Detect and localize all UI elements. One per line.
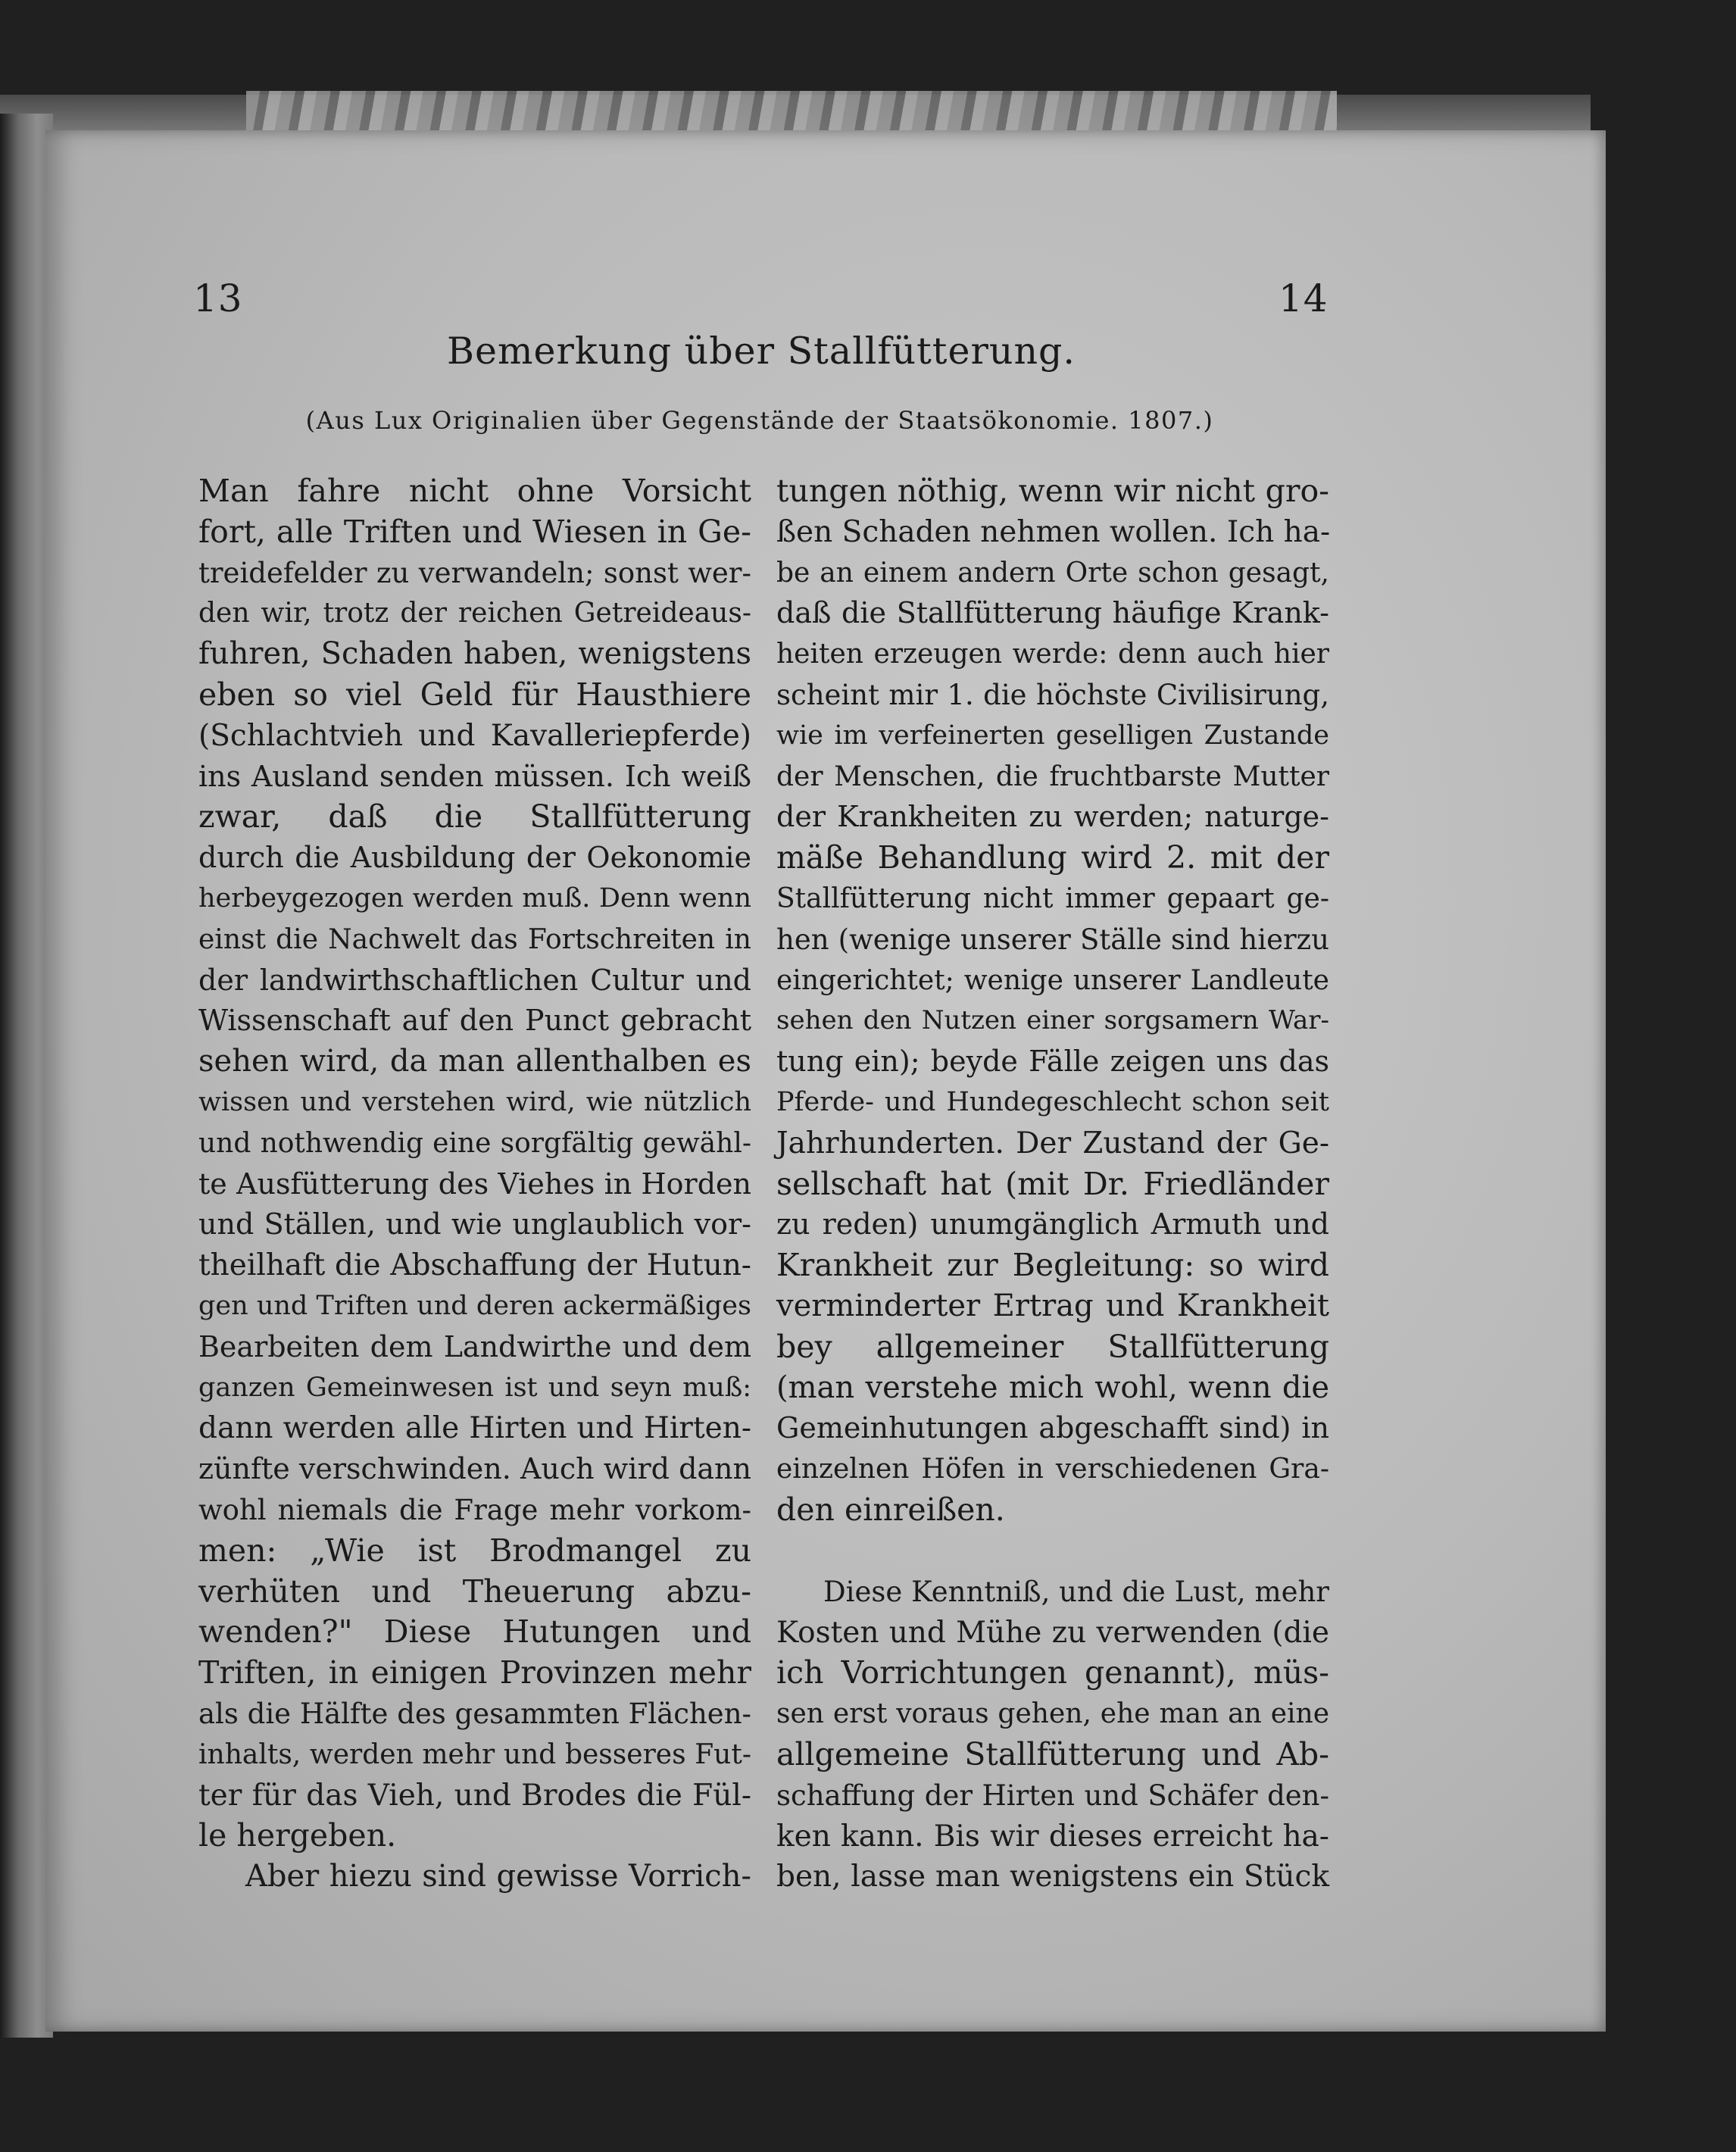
text-line: ben, lasse man wenigstens ein Stück [776, 1860, 1329, 1894]
text-column-left [198, 471, 751, 1897]
text-line: verminderter Ertrag und Krankheit [776, 1288, 1329, 1323]
text-line: (Schlachtvieh und Kavalleriepferde) [198, 718, 751, 753]
text-line: Gemeinhutungen abgeschafft sind) in [776, 1411, 1329, 1445]
article-title: Bemerkung über Stallfütterung. [447, 330, 1076, 373]
text-line: durch die Ausbildung der Oekonomie [198, 841, 751, 875]
text-line: Kosten und Mühe zu verwenden (die [776, 1615, 1329, 1650]
text-line: der landwirthschaftlichen Cultur und [198, 963, 751, 997]
text-line: bey allgemeiner Stallfütterung [776, 1328, 1329, 1365]
text-line: sen erst voraus gehen, ehe man an eine [776, 1698, 1329, 1730]
text-line: Krankheit zur Begleitung: so wird [776, 1247, 1329, 1284]
text-line: sehen wird, da man allenthalben es [198, 1044, 751, 1079]
text-line: Jahrhunderten. Der Zustand der Ge- [776, 1126, 1329, 1160]
text-line: schaffung der Hirten und Schäfer den- [776, 1779, 1329, 1812]
text-line: Pferde- und Hundegeschlecht schon seit [776, 1086, 1329, 1117]
text-line: treidefelder zu verwandeln; sonst wer- [198, 556, 751, 589]
text-line: dann werden alle Hirten und Hirten- [198, 1411, 751, 1446]
text-line: theilhaft die Abschaffung der Hutun- [198, 1248, 751, 1283]
text-line: ins Ausland senden müssen. Ich weiß [198, 759, 751, 793]
text-line: der Menschen, die fruchtbarste Mutter [776, 761, 1329, 792]
text-line: sehen den Nutzen einer sorgsamern War- [776, 1005, 1329, 1036]
text-line: als die Hälfte des gesammten Flächen- [198, 1697, 752, 1730]
text-line: den wir, trotz der reichen Getreideaus- [198, 598, 751, 629]
text-line: ich Vorrichtungen genannt), müs- [776, 1654, 1329, 1691]
text-line: zünfte verschwinden. Auch wird dann [198, 1452, 751, 1486]
text-line: und Ställen, und wie unglaublich vor- [198, 1207, 751, 1242]
text-line: einst die Nachwelt das Fortschreiten in [198, 923, 751, 955]
text-line: zu reden) unumgänglich Armuth und [776, 1207, 1329, 1242]
text-line: heiten erzeugen werde: denn auch hier [776, 639, 1329, 670]
text-line: Wissenschaft auf den Punct gebracht [198, 1004, 751, 1038]
page-number-left: 13 [193, 276, 243, 320]
text-line: einzelnen Höfen in verschiedenen Gra- [776, 1454, 1329, 1485]
text-line: ßen Schaden nehmen wollen. Ich ha- [776, 514, 1331, 549]
text-line: be an einem andern Orte schon gesagt, [776, 557, 1329, 589]
text-line: wissen und verstehen wird, wie nützlich [198, 1086, 751, 1117]
text-line: ter für das Vieh, und Brodes die Fül- [198, 1778, 751, 1813]
text-line: allgemeine Stallfütterung und Ab- [776, 1735, 1329, 1773]
text-line: mäße Behandlung wird 2. mit der [776, 839, 1329, 876]
text-line: tungen nöthig, wenn wir nicht gro- [776, 473, 1329, 509]
text-line: ganzen Gemeinwesen ist und seyn muß: [198, 1372, 751, 1403]
text-line: fort, alle Triften und Wiesen in Ge- [198, 513, 751, 550]
text-line: sellschaft hat (mit Dr. Friedländer [776, 1165, 1329, 1202]
text-line: zwar, daß die Stallfütterung [198, 798, 751, 836]
text-line: hen (wenige unserer Ställe sind hierzu [776, 923, 1329, 956]
text-line: wenden?" Diese Hutungen und [198, 1613, 751, 1651]
text-line: gen und Triften und deren ackermäßiges [198, 1290, 751, 1321]
text-line: Triften, in einigen Provinzen mehr [198, 1654, 751, 1691]
text-line: men: „Wie ist Brodmangel zu [198, 1532, 751, 1569]
text-line: der Krankheiten zu werden; naturge- [776, 800, 1329, 834]
text-line: Aber hiezu sind gewisse Vorrich- [245, 1859, 751, 1894]
text-line: ken kann. Bis wir dieses erreicht ha- [776, 1819, 1329, 1854]
text-line: scheint mir 1. die höchste Civilisirung, [776, 678, 1329, 711]
text-line: te Ausfütterung des Viehes in Horden [198, 1167, 751, 1201]
text-line: tung ein); beyde Fälle zeigen uns das [776, 1045, 1329, 1079]
text-column-right [776, 471, 1329, 1897]
text-line: Stallfütterung nicht immer gepaart ge- [776, 882, 1329, 914]
text-line: Bearbeiten dem Landwirthe und dem [198, 1329, 751, 1363]
text-line: eingerichtet; wenige unserer Landleute [776, 964, 1329, 996]
article-source: (Aus Lux Originalien über Gegenstände der Staatsökonomie. 1807.) [305, 406, 1214, 435]
page-number-right: 14 [1279, 276, 1329, 320]
text-line: herbeygezogen werden muß. Denn wenn [198, 882, 751, 914]
text-line: wie im verfeinerten geselligen Zustande [776, 720, 1329, 751]
text-line: wohl niemals die Frage mehr vorkom- [198, 1493, 751, 1526]
text-line: den einreißen. [776, 1491, 1005, 1528]
text-line: Man fahre nicht ohne Vorsicht [198, 473, 751, 509]
text-line: Diese Kenntniß, und die Lust, mehr [823, 1575, 1329, 1608]
text-line: inhalts, werden mehr und besseres Fut- [198, 1738, 751, 1770]
text-line: verhüten und Theuerung abzu- [198, 1573, 751, 1610]
text-line: eben so viel Geld für Hausthiere [198, 676, 751, 713]
text-line: und nothwendig eine sorgfältig gewähl- [198, 1127, 751, 1159]
text-line: (man verstehe mich wohl, wenn die [776, 1370, 1329, 1405]
text-line: fuhren, Schaden haben, wenigstens [198, 636, 751, 672]
text-line: daß die Stallfütterung häufige Krank- [776, 596, 1329, 630]
text-line: le hergeben. [198, 1817, 397, 1854]
